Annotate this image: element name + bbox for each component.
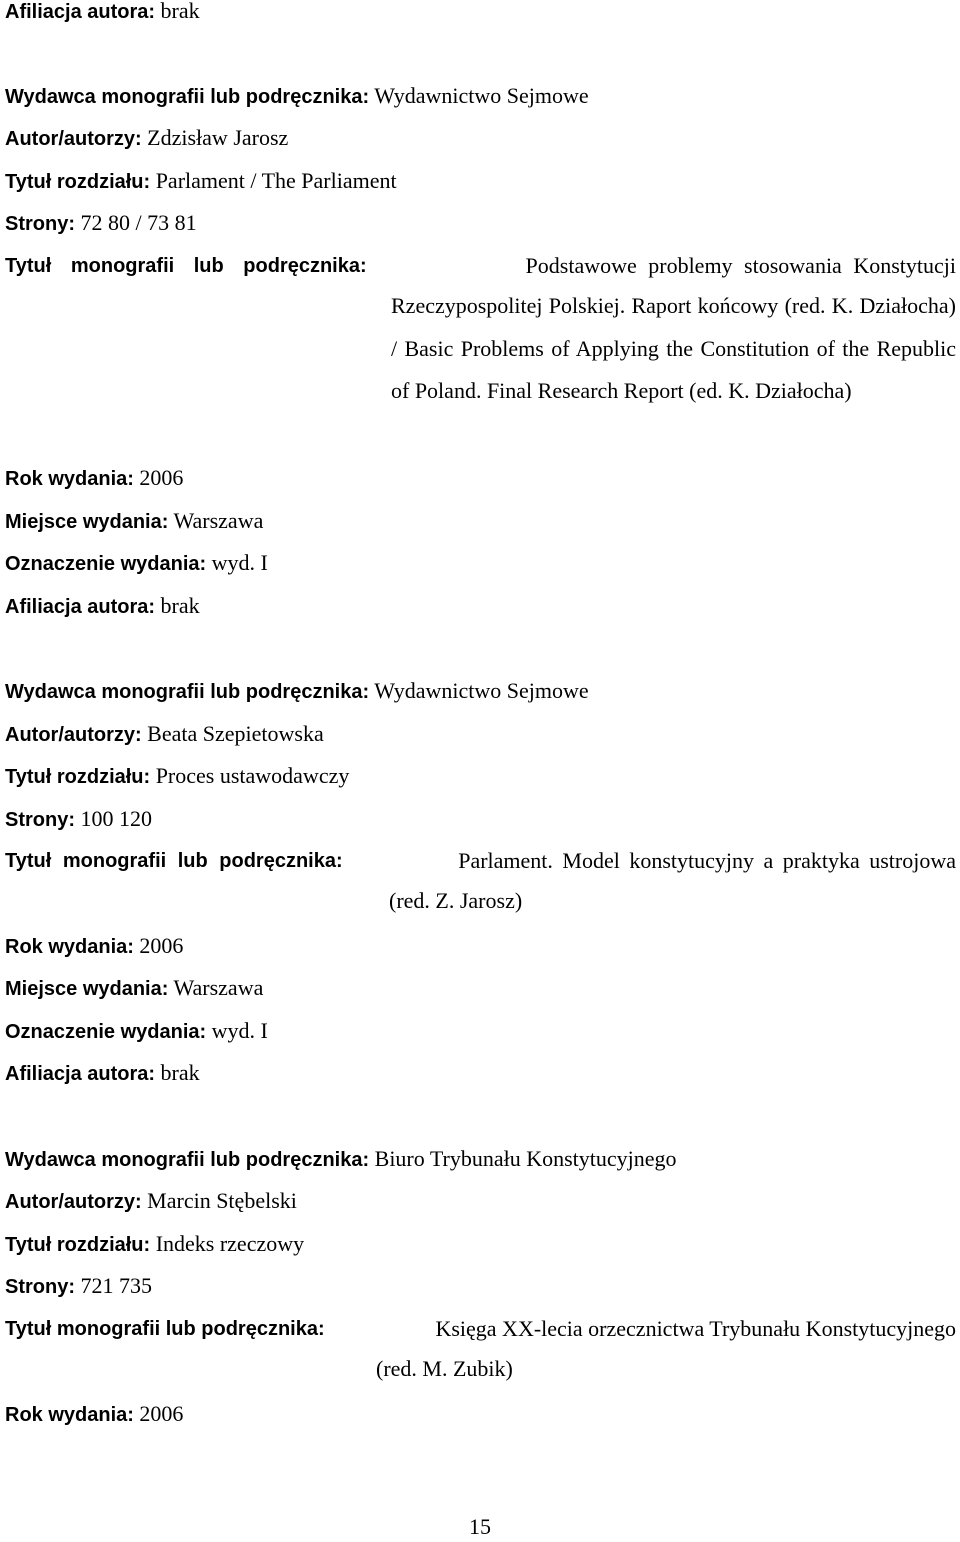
publisher-label: Wydawca monografii lub podręcznika: (5, 86, 370, 108)
monograph-title-label: Tytuł monografii lub podręcznika: (5, 255, 367, 277)
authors-label: Autor/autorzy: (5, 1191, 142, 1213)
publisher-label: Wydawca monografii lub podręcznika: (5, 1149, 370, 1171)
year-label: Rok wydania: (5, 468, 134, 490)
pages-value: 100 120 (80, 806, 152, 831)
pages-line (5, 1271, 152, 1302)
authors-line (5, 123, 288, 154)
publisher-line (5, 1144, 677, 1175)
chapter-title-value: Parlament / The Parliament (155, 168, 397, 193)
chapter-title-line (5, 166, 397, 197)
place-line (5, 506, 263, 537)
monograph-title-value-first: Podstawowe problemy stosowania Konstytucji (525, 253, 956, 278)
publisher-value: Wydawnictwo Sejmowe (374, 83, 589, 108)
authors-label: Autor/autorzy: (5, 128, 142, 150)
place-line (5, 973, 263, 1004)
affiliation-label: Afiliacja autora: (5, 596, 156, 618)
authors-line (5, 719, 324, 750)
chapter-title-value: Proces ustawodawczy (155, 763, 350, 788)
affiliation-value: brak (160, 1060, 200, 1085)
year-value: 2006 (139, 465, 184, 490)
chapter-title-label: Tytuł rozdziału: (5, 1234, 151, 1256)
year-value: 2006 (139, 1401, 184, 1426)
pages-label: Strony: (5, 213, 75, 235)
monograph-title-label: Tytuł monografii lub podręcznika: (5, 850, 343, 872)
pages-value: 72 80 / 73 81 (80, 210, 197, 235)
publisher-value: Wydawnictwo Sejmowe (374, 678, 589, 703)
authors-line (5, 1186, 297, 1217)
authors-value: Zdzisław Jarosz (147, 125, 289, 150)
edition-line (5, 548, 268, 579)
pages-label: Strony: (5, 809, 75, 831)
monograph-title-line (5, 846, 956, 876)
affiliation-label: Afiliacja autora: (5, 1063, 156, 1085)
publisher-line (5, 676, 589, 707)
place-value: Warszawa (173, 975, 264, 1000)
year-line (5, 463, 183, 494)
edition-line (5, 1016, 268, 1047)
affiliation-value: brak (160, 593, 200, 618)
top-affiliation-line (5, 0, 200, 27)
monograph-title-continuation: Rzeczypospolitej Polskiej. Raport końcowy (red. K. Działocha) / Basic Problems of Applying the Constitution of the Republic of Poland. Final Research Report (ed. K. Działocha) (391, 293, 956, 403)
monograph-title-label: Tytuł monografii lub podręcznika: (5, 1318, 325, 1340)
authors-value: Marcin Stębelski (147, 1188, 297, 1213)
page-number: 15 (469, 1514, 491, 1539)
place-label: Miejsce wydania: (5, 511, 169, 533)
monograph-title-value-first: Księga XX-lecia orzecznictwa Trybunału Konstytucyjnego (435, 1316, 956, 1341)
edition-label: Oznaczenie wydania: (5, 553, 207, 575)
pages-line (5, 208, 197, 239)
monograph-title-line (5, 251, 956, 281)
edition-value: wyd. I (211, 550, 268, 575)
edition-value: wyd. I (211, 1018, 268, 1043)
pages-line (5, 804, 152, 835)
edition-label: Oznaczenie wydania: (5, 1021, 207, 1043)
place-label: Miejsce wydania: (5, 978, 169, 1000)
monograph-title-continuation: (red. M. Zubik) (376, 1356, 513, 1381)
monograph-title-line (5, 1314, 956, 1344)
year-label: Rok wydania: (5, 1404, 134, 1426)
authors-label: Autor/autorzy: (5, 724, 142, 746)
chapter-title-line (5, 761, 349, 792)
year-line (5, 1399, 183, 1430)
place-value: Warszawa (173, 508, 264, 533)
year-value: 2006 (139, 933, 184, 958)
chapter-title-value: Indeks rzeczowy (155, 1231, 305, 1256)
affiliation-label: Afiliacja autora: (5, 1, 156, 23)
affiliation-line (5, 591, 200, 622)
monograph-title-value-first: Parlament. Model konstytucyjny a praktyka ustrojowa (458, 848, 956, 873)
pages-label: Strony: (5, 1276, 75, 1298)
publisher-value: Biuro Trybunału Konstytucyjnego (374, 1146, 677, 1171)
authors-value: Beata Szepietowska (147, 721, 324, 746)
affiliation-line (5, 1058, 200, 1089)
year-line (5, 931, 183, 962)
publisher-line (5, 81, 589, 112)
publisher-label: Wydawca monografii lub podręcznika: (5, 681, 370, 703)
year-label: Rok wydania: (5, 936, 134, 958)
affiliation-value: brak (160, 0, 200, 23)
chapter-title-label: Tytuł rozdziału: (5, 766, 151, 788)
monograph-title-continuation: (red. Z. Jarosz) (389, 888, 523, 913)
chapter-title-line (5, 1229, 304, 1260)
pages-value: 721 735 (80, 1273, 152, 1298)
chapter-title-label: Tytuł rozdziału: (5, 171, 151, 193)
